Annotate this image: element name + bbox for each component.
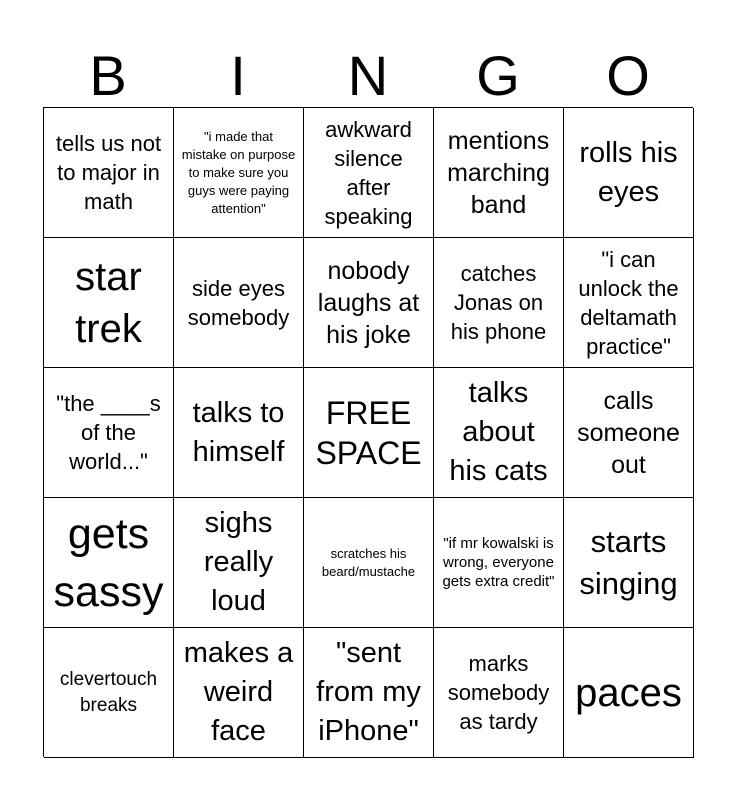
- bingo-cell[interactable]: [564, 498, 694, 628]
- cell-text: talks to himself: [192, 396, 285, 468]
- header-letter-n: N: [347, 44, 389, 107]
- header-letter-i: I: [230, 44, 246, 107]
- cell-text: sighs really loud: [203, 507, 274, 617]
- bingo-cell[interactable]: [434, 368, 564, 498]
- bingo-cell[interactable]: [44, 108, 174, 238]
- bingo-cell[interactable]: [174, 368, 304, 498]
- bingo-cell[interactable]: [434, 498, 564, 628]
- cell-text: tells us not to major in math: [55, 131, 162, 214]
- cell-text: makes a weird face: [183, 637, 294, 747]
- bingo-cell[interactable]: [44, 368, 174, 498]
- cell-text: talks about his cats: [449, 377, 548, 487]
- cell-text: "sent from my iPhone": [316, 637, 421, 747]
- cell-text: "if mr kowalski is wrong, everyone gets extra credit": [442, 535, 555, 590]
- header-letter-g: G: [476, 44, 520, 107]
- bingo-cell[interactable]: [564, 628, 694, 758]
- cell-text: catches Jonas on his phone: [450, 261, 547, 344]
- bingo-cell[interactable]: [434, 108, 564, 238]
- cell-text: "i made that mistake on purpose to make sure you guys were paying attention": [181, 128, 296, 216]
- cell-text: awkward silence after speaking: [324, 116, 413, 229]
- bingo-cell[interactable]: [564, 108, 694, 238]
- bingo-header: [43, 45, 693, 107]
- bingo-cell[interactable]: [304, 238, 434, 368]
- bingo-cell[interactable]: [174, 498, 304, 628]
- cell-text: gets sassy: [53, 509, 164, 616]
- cell-text: FREE SPACE: [315, 394, 422, 471]
- cell-text: mentions marching band: [447, 126, 550, 219]
- bingo-cell[interactable]: [174, 108, 304, 238]
- cell-text: marks somebody as tardy: [447, 651, 550, 734]
- cell-text: paces: [575, 670, 682, 715]
- bingo-cell[interactable]: [434, 238, 564, 368]
- cell-text: clevertouch breaks: [59, 668, 158, 716]
- bingo-cell[interactable]: [304, 628, 434, 758]
- bingo-cell[interactable]: [44, 238, 174, 368]
- cell-text: "i can unlock the deltamath practice": [578, 246, 679, 359]
- bingo-cell[interactable]: [304, 498, 434, 628]
- cell-text: side eyes somebody: [187, 275, 290, 330]
- bingo-cell-free-space[interactable]: [304, 368, 434, 498]
- bingo-cell[interactable]: [174, 238, 304, 368]
- header-letter-o: O: [606, 44, 650, 107]
- bingo-cell[interactable]: [434, 628, 564, 758]
- cell-text: star trek: [75, 254, 142, 351]
- cell-text: nobody laughs at his joke: [317, 256, 420, 349]
- bingo-cell[interactable]: [174, 628, 304, 758]
- bingo-cell[interactable]: [564, 238, 694, 368]
- bingo-cell[interactable]: [44, 628, 174, 758]
- cell-text: rolls his eyes: [579, 136, 678, 208]
- bingo-cell[interactable]: [304, 108, 434, 238]
- header-letter-b: B: [89, 44, 127, 107]
- cell-text: scratches his beard/mustache: [321, 545, 416, 579]
- bingo-cell[interactable]: [564, 368, 694, 498]
- bingo-cell[interactable]: [44, 498, 174, 628]
- cell-text: "the ____s of the world...": [56, 391, 161, 474]
- cell-text: calls someone out: [577, 386, 680, 479]
- bingo-card-grid: [43, 107, 693, 757]
- cell-text: starts singing: [579, 523, 678, 601]
